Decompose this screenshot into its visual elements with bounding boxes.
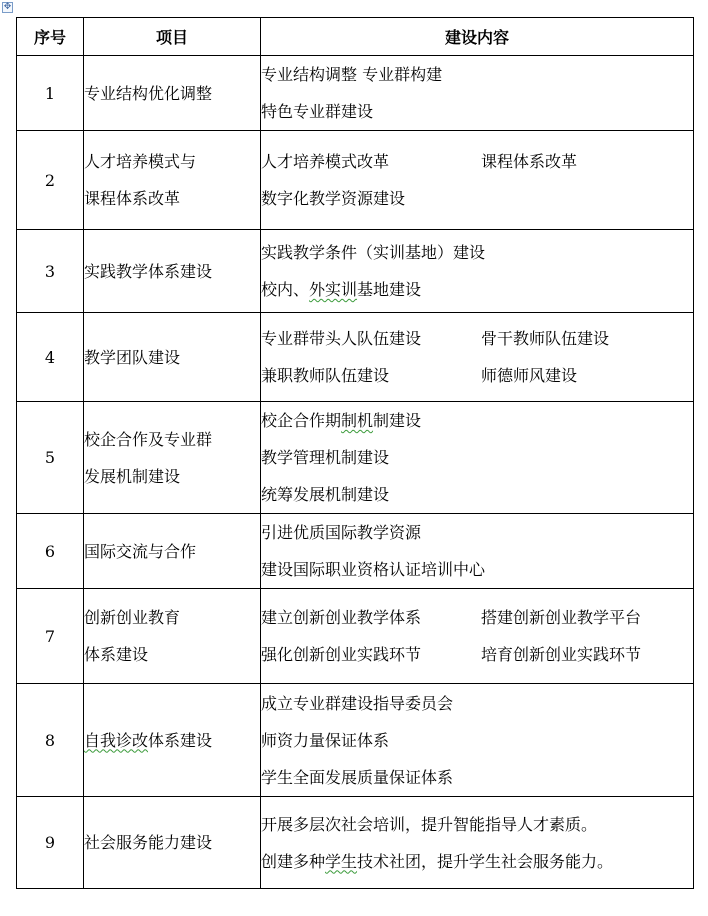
header-content: 建设内容: [261, 18, 694, 56]
row-number: 5: [17, 402, 84, 514]
row-content: 成立专业群建设指导委员会 师资力量保证体系 学生全面发展质量保证体系: [261, 684, 694, 797]
table-row: [17, 684, 694, 797]
spellcheck-mark: 外实训: [309, 280, 358, 299]
header-row: [17, 18, 694, 56]
row-content: 人才培养模式改革 课程体系改革 数字化教学资源建设: [261, 131, 694, 230]
row-content: 专业结构调整 专业群构建 特色专业群建设: [261, 56, 694, 131]
row-content: 建立创新创业教学体系 搭建创新创业教学平台 强化创新创业实践环节 培育创新创业实践环节: [261, 589, 694, 684]
table-row: [17, 514, 694, 589]
row-item: 专业结构优化调整: [84, 56, 261, 131]
row-item: 创新创业教育 体系建设: [84, 589, 261, 684]
table-row: [17, 797, 694, 889]
row-number: 7: [17, 589, 84, 684]
construction-table: [16, 17, 694, 889]
row-number: 2: [17, 131, 84, 230]
spellcheck-mark: 学生: [325, 851, 358, 871]
row-item: 人才培养模式与 课程体系改革: [84, 131, 261, 230]
row-number: 8: [17, 684, 84, 797]
table-row: [17, 402, 694, 514]
row-item: 国际交流与合作: [84, 514, 261, 589]
row-number: 1: [17, 56, 84, 131]
row-item: 社会服务能力建设: [84, 797, 261, 889]
spellcheck-mark: 自我诊改: [84, 730, 149, 750]
row-item: 实践教学体系建设: [84, 230, 261, 313]
row-content: 校企合作期制机制建设 教学管理机制建设 统筹发展机制建设: [261, 402, 694, 514]
table-row: [17, 313, 694, 402]
table-move-handle-icon[interactable]: ✥: [3, 2, 12, 12]
row-number: 9: [17, 797, 84, 889]
row-number: 6: [17, 514, 84, 589]
table-row: [17, 56, 694, 131]
header-item: 项目: [84, 18, 261, 56]
row-number: 4: [17, 313, 84, 402]
row-content: 实践教学条件（实训基地）建设 校内、外实训基地建设: [261, 230, 694, 313]
row-content: 开展多层次社会培训，提升智能指导人才素质。 创建多种学生技术社团，提升学生社会服务能力。: [261, 797, 694, 889]
table-row: [17, 131, 694, 230]
row-item: 教学团队建设: [84, 313, 261, 402]
spellcheck-mark: 制机: [341, 411, 374, 430]
row-number: 3: [17, 230, 84, 313]
row-content: 引进优质国际教学资源 建设国际职业资格认证培训中心: [261, 514, 694, 589]
row-item: 自我诊改体系建设: [84, 684, 261, 797]
header-seq: 序号: [17, 18, 84, 56]
row-content: 专业群带头人队伍建设 骨干教师队伍建设 兼职教师队伍建设 师德师风建设: [261, 313, 694, 402]
row-item: 校企合作及专业群 发展机制建设: [84, 402, 261, 514]
table-row: [17, 589, 694, 684]
table-row: [17, 230, 694, 313]
